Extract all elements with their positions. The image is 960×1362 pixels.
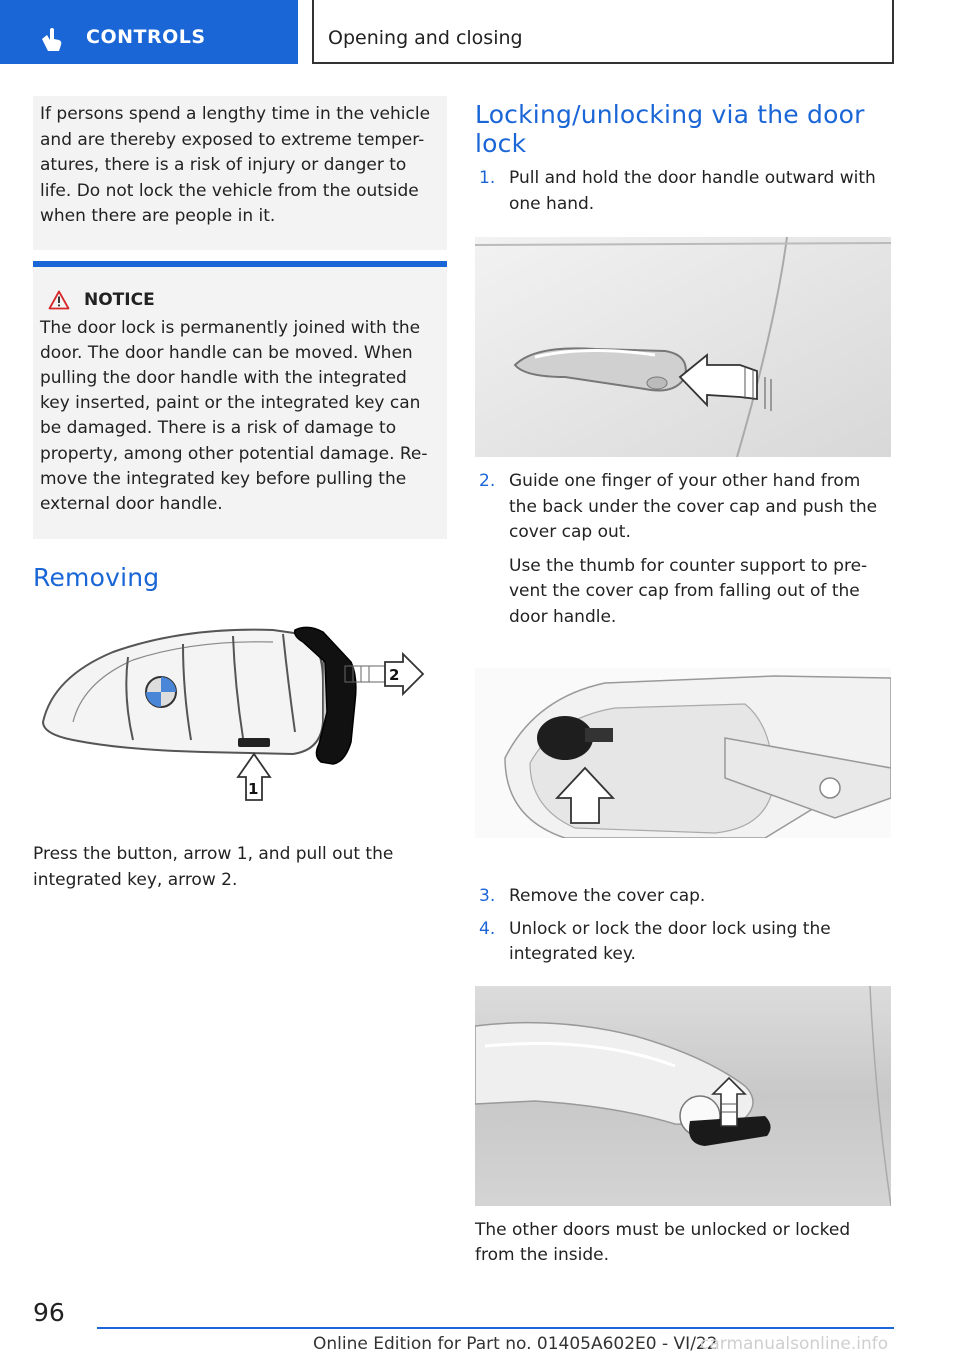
steps-list-b (475, 469, 891, 630)
warning-box (33, 96, 447, 250)
section-label: CONTROLS (86, 26, 206, 48)
step-2-note: Use the thumb for counter support to pre- vent the cover cap from falling out of the door handle. (509, 555, 868, 627)
edition-info: Online Edition for Part no. 01405A602E0 - VI/22 (313, 1334, 718, 1354)
removing-title: Removing (33, 563, 160, 593)
step-1: 1. Pull and hold the door handle outward with one hand. (479, 168, 876, 214)
step-2: 2. Guide one finger of your other hand from the back under the cover cap and push the cover cap out. Use the thumb for counter support to pre- vent the cover cap from falling out of the door handle. (475, 469, 891, 630)
right-column (475, 96, 891, 1269)
hand-icon (38, 27, 64, 53)
notice-heading (40, 287, 439, 313)
removing-text: Press the button, arrow 1, and pull out the integrated key, arrow 2. (33, 844, 394, 890)
section-title-door-lock: Locking/unlocking via the door lock (475, 100, 865, 158)
notice-box (33, 261, 447, 540)
cover-cap-figure (475, 668, 891, 838)
arrow-1-label: 1 (248, 780, 259, 799)
arrow-2-label: 2 (389, 666, 400, 685)
section-tab (0, 0, 298, 64)
key-removal-figure (33, 622, 447, 802)
warning-triangle-icon (48, 290, 70, 310)
notice-title: NOTICE (84, 289, 155, 310)
warning-text: If persons spend a lengthy time in the vehicle and are thereby exposed to extreme temper- atures, there is a risk of injury or danger to life. Do not lock the vehicle from the outside when there are people in it. (40, 104, 431, 226)
door-handle-figure (475, 237, 891, 457)
chapter-title: Opening and closing (328, 27, 523, 49)
key-in-lock-figure (475, 986, 891, 1206)
step-4: 4. Unlock or lock the door lock using the integrated key. (479, 918, 831, 964)
notice-text: The door lock is permanently joined with the door. The door handle can be moved. When pulling the door handle with the integrated key inserted, paint or the integrated key can be damaged. There is a risk of damage to property, among other potential damage. Re- move the integrated key before pulling the external door handle. (40, 317, 428, 514)
left-column (33, 96, 447, 893)
step-3: 3. Remove the cover cap. (479, 886, 706, 906)
watermark: carmanualsonline.info (700, 1334, 889, 1354)
steps-list-c (475, 884, 891, 968)
chapter-header (312, 0, 894, 64)
closing-text: The other doors must be unlocked or locked from the inside. (475, 1219, 851, 1265)
page-number: 96 (33, 1298, 65, 1327)
steps-list-a (475, 166, 891, 217)
footer-divider (97, 1327, 894, 1329)
